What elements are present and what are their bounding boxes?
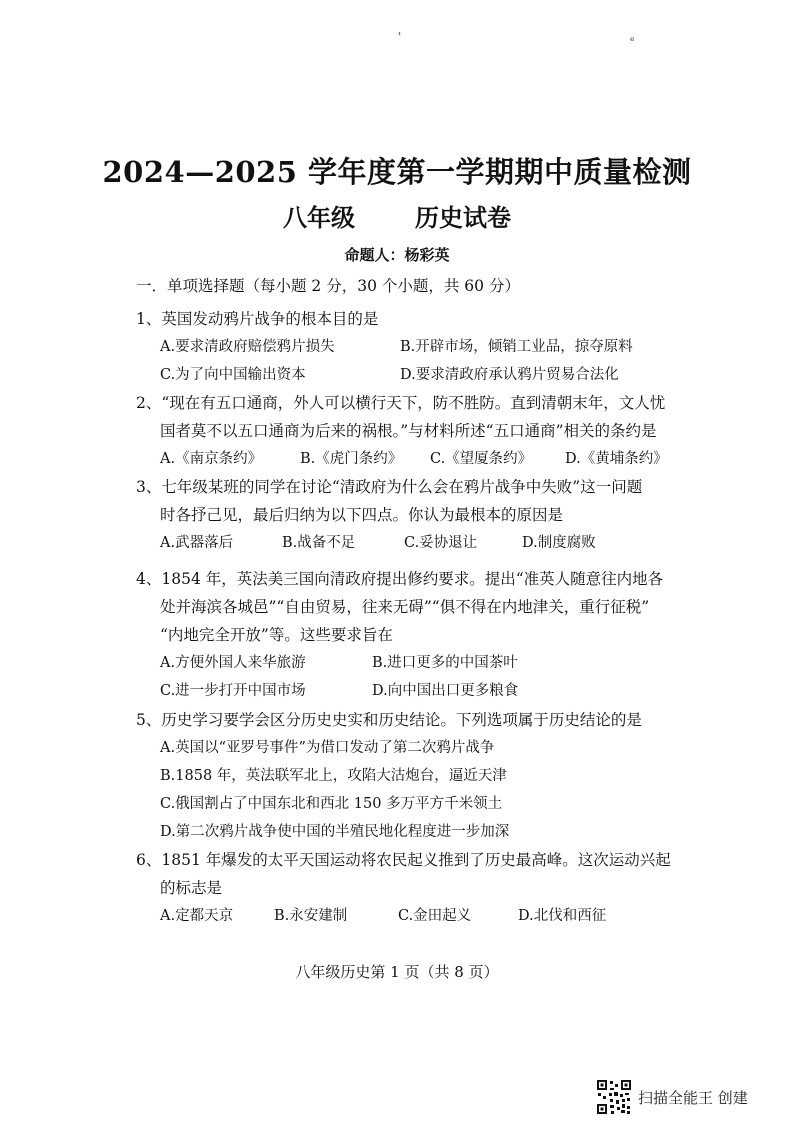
- option-b: B.1858 年，英法联军北上，攻陷大沽炮台，逼近天津: [160, 768, 507, 784]
- option-c: C.《望厦条约》: [430, 451, 533, 467]
- option-b: B.战备不足: [282, 535, 356, 551]
- option-a: A.定都天京: [160, 908, 234, 924]
- question-6: [136, 846, 676, 930]
- author-line: 命题人：杨彩英: [344, 246, 450, 264]
- option-d: D.要求清政府承认鸦片贸易合法化: [400, 367, 619, 383]
- option-d: D.向中国出口更多粮食: [372, 683, 519, 699]
- option-block: [136, 529, 676, 557]
- question-4: [136, 565, 676, 705]
- scanner-watermark: [596, 1079, 748, 1115]
- option-d: D.北伐和西征: [518, 908, 607, 924]
- grade-label: 八年级: [283, 203, 355, 232]
- option-b: B.进口更多的中国茶叶: [372, 655, 518, 671]
- question-stem-cont: “内地完全开放”等。这些要求旨在: [160, 626, 393, 644]
- scan-speck: ʿ: [398, 30, 402, 44]
- subject-label: 历史试卷: [415, 203, 511, 232]
- question-stem: 6、1851 年爆发的太平天国运动将农民起义推到了历史最高峰。这次运动兴起: [136, 851, 671, 869]
- question-stem: 1、英国发动鸦片战争的根本目的是: [136, 310, 379, 328]
- option-block: [136, 445, 676, 473]
- qr-code-icon: [596, 1079, 632, 1115]
- option-block: [136, 734, 676, 846]
- option-d: D.《黄埔条约》: [565, 451, 668, 467]
- option-a: A.《南京条约》: [160, 451, 263, 467]
- option-block: [136, 649, 676, 705]
- question-stem-cont: 处并海滨各城邑”“自由贸易，往来无碍”“俱不得在内地津关，重行征税”: [160, 598, 650, 616]
- option-block: [136, 333, 676, 389]
- question-2: [136, 389, 676, 473]
- option-d: D.制度腐败: [522, 535, 596, 551]
- page-footer: 八年级历史第 1 页（共 8 页）: [295, 963, 499, 981]
- question-stem-cont: 的标志是: [160, 879, 223, 897]
- question-stem: 5、历史学习要学会区分历史史实和历史结论。下列选项属于历史结论的是: [136, 711, 642, 729]
- question-stem-cont: 国者莫不以五口通商为后来的祸根。”与材料所述“五口通商”相关的条约是: [160, 422, 657, 440]
- question-stem: 4、1854 年，英法美三国向清政府提出修约要求。提出“准英人随意往内地各: [136, 570, 664, 588]
- scanner-text: 扫描全能王 创建: [638, 1088, 748, 1107]
- option-a: A.要求清政府赔偿鸦片损失: [160, 339, 335, 355]
- question-1: [136, 305, 676, 389]
- option-c: C.金田起义: [398, 908, 472, 924]
- option-a: A.方便外国人来华旅游: [160, 655, 306, 671]
- option-c: C.妥协退让: [404, 535, 478, 551]
- option-a: A.英国以“亚罗号事件”为借口发动了第二次鸦片战争: [160, 740, 495, 756]
- option-c: C.为了向中国输出资本: [160, 367, 306, 383]
- question-stem-cont: 时各抒己见，最后归纳为以下四点。你认为最根本的原因是: [160, 506, 564, 524]
- question-5: [136, 706, 676, 846]
- question-3: [136, 473, 676, 557]
- option-c: C.俄国割占了中国东北和西北 150 多万平方千米领土: [160, 796, 503, 812]
- question-stem: 3、七年级某班的同学在讨论“清政府为什么会在鸦片战争中失败”这一问题: [136, 478, 643, 496]
- option-c: C.进一步打开中国市场: [160, 683, 306, 699]
- exam-subtitle: [0, 198, 794, 233]
- option-b: B.《虎门条约》: [300, 451, 403, 467]
- option-b: B.开辟市场，倾销工业品，掠夺原料: [400, 339, 633, 355]
- option-a: A.武器落后: [160, 535, 234, 551]
- section-heading: 一．单项选择题（每小题 2 分，30 个小题，共 60 分）: [136, 277, 520, 295]
- option-block: [136, 902, 676, 930]
- scan-speck: ᵉ: [630, 34, 635, 48]
- exam-title: 2024—2025 学年度第一学期期中质量检测: [102, 155, 692, 189]
- question-stem: 2、“现在有五口通商，外人可以横行天下，防不胜防。直到清朝末年，文人忧: [136, 394, 666, 412]
- option-b: B.永安建制: [274, 908, 348, 924]
- option-d: D.第二次鸦片战争使中国的半殖民地化程度进一步加深: [160, 824, 510, 840]
